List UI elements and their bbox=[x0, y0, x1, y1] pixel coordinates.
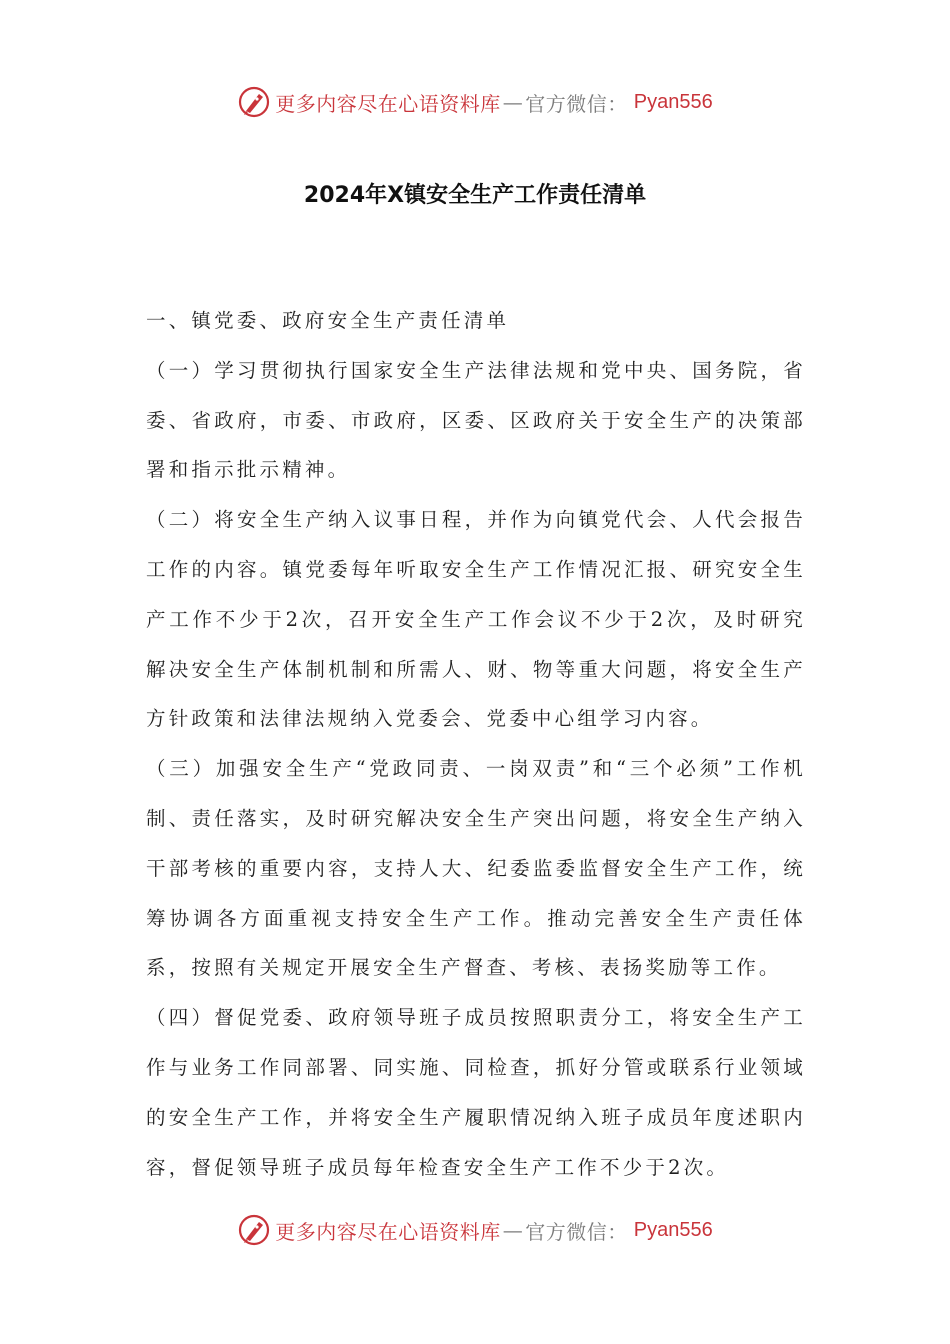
watermark-dash: — bbox=[502, 90, 524, 114]
watermark-label: 官方微信： bbox=[525, 1219, 628, 1244]
watermark-wechat-id: Pyan556 bbox=[633, 90, 713, 113]
document-title: 2024年X镇安全生产工作责任清单 bbox=[303, 183, 647, 208]
watermark-wechat-id: Pyan556 bbox=[633, 1218, 713, 1241]
watermark-main-text: 更多内容尽在心语资料库 bbox=[275, 91, 501, 116]
footer-watermark bbox=[0, 1210, 950, 1250]
watermark-dash: — bbox=[502, 1218, 524, 1242]
paragraph-3: （三）加强安全生产“党政同责、一岗双责”和“三个必须”工作机制、责任落实，及时研究解决安全生产突出问题，将安全生产纳入干部考核的重要内容，支持人大、纪委监委监督安全生产工作，统筹协调各方面重视支持安全生产工作。推动完善安全生产责任体系，按照有关规定开展安全生产督查、考核、表扬奖励等工作。 bbox=[146, 757, 806, 980]
document-body bbox=[146, 296, 806, 1192]
pen-nib-circle-icon bbox=[237, 1213, 271, 1247]
section-heading: 一、镇党委、政府安全生产责任清单 bbox=[146, 309, 510, 332]
paragraph-4: （四）督促党委、政府领导班子成员按照职责分工，将安全生产工作与业务工作同部署、同实施、同检查，抓好分管或联系行业领域的安全生产工作，并将安全生产履职情况纳入班子成员年度述职内容，督促领导班子成员每年检查安全生产工作不少于2次。 bbox=[146, 1006, 806, 1179]
watermark-label: 官方微信： bbox=[525, 91, 628, 116]
watermark-main-text: 更多内容尽在心语资料库 bbox=[275, 1219, 501, 1244]
pen-nib-circle-icon bbox=[237, 85, 271, 119]
paragraph-2: （二）将安全生产纳入议事日程，并作为向镇党代会、人代会报告工作的内容。镇党委每年听取安全生产工作情况汇报、研究安全生产工作不少于2次，召开安全生产工作会议不少于2次，及时研究解决安全生产体制机制和所需人、财、物等重大问题，将安全生产方针政策和法律法规纳入党委会、党委中心组学习内容。 bbox=[146, 508, 806, 731]
header-watermark bbox=[0, 82, 950, 122]
paragraph-1: （一）学习贯彻执行国家安全生产法律法规和党中央、国务院，省委、省政府，市委、市政府，区委、区政府关于安全生产的决策部署和指示批示精神。 bbox=[146, 358, 806, 482]
